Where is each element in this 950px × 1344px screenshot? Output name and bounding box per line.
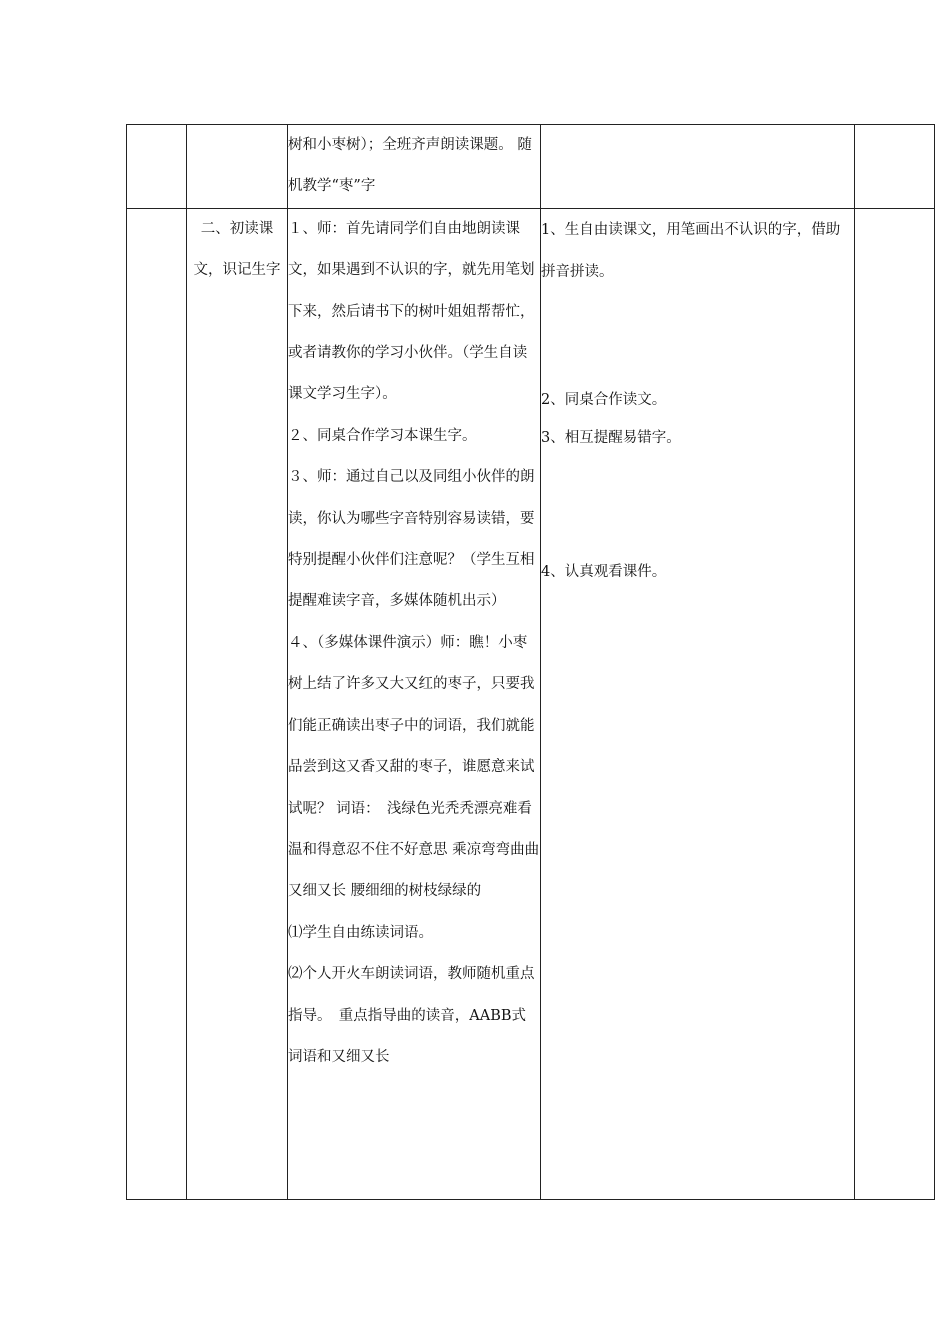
notes-cell <box>855 208 935 1199</box>
table-row <box>127 125 935 209</box>
table-row <box>127 208 935 1199</box>
stage-cell <box>187 208 288 1199</box>
teacher-paragraph: １、师：首先请同学们自由地朗读课文，如果遇到不认识的字，就先用笔划下来，然后请书下的树叶姐姐帮帮忙，或者请教你的学习小伙伴。（学生自读课文学习生字）。 <box>288 220 535 403</box>
student-activity-cell <box>541 208 855 1199</box>
teacher-paragraph: ⑴学生自由练读词语。 <box>288 924 433 941</box>
lesson-plan-table <box>126 124 935 1200</box>
student-paragraph: 3、相互提醒易错字。 <box>541 429 681 446</box>
teacher-paragraph: ４、（多媒体课件演示）师：瞧！小枣树上结了许多又大又红的枣子，只要我们能正确读出枣子中的词语，我们就能品尝到这又香又甜的枣子，谁愿意来试试呢？ 词语： 浅绿色光秃秃漂亮难看 温和得意忍不住不好意思 乘凉弯弯曲曲又细又长 腰细细的树枝绿绿的 <box>288 634 540 900</box>
teacher-paragraph: ２、同桌合作学习本课生字。 <box>288 427 477 444</box>
student-paragraph: 4、认真观看课件。 <box>541 563 667 580</box>
teacher-activity-cell <box>288 208 541 1199</box>
teacher-paragraph: 树和小枣树）；全班齐声朗读课题。 随机教学“枣”字 <box>288 137 532 195</box>
teacher-paragraph: ３、师：通过自己以及同组小伙伴的朗读，你认为哪些字音特别容易读错，要特别提醒小伙伴们注意呢？（学生互相提醒难读字音，多媒体随机出示） <box>288 469 535 610</box>
empty-cell <box>127 125 187 209</box>
stage-title: 二、初读课文，识记生字 <box>193 220 281 278</box>
student-activity-cell <box>541 125 855 209</box>
empty-cell <box>127 208 187 1199</box>
notes-cell <box>855 125 935 209</box>
stage-cell <box>187 125 288 209</box>
teacher-activity-cell <box>288 125 541 209</box>
student-paragraph: 2、同桌合作读文。 <box>541 391 667 408</box>
teacher-paragraph: ⑵个人开火车朗读词语，教师随机重点指导。 重点指导曲的读音，AABB式词语和又细又长 <box>288 966 535 1065</box>
student-paragraph: 1、生自由读课文，用笔画出不认识的字，借助拼音拼读。 <box>541 221 841 280</box>
